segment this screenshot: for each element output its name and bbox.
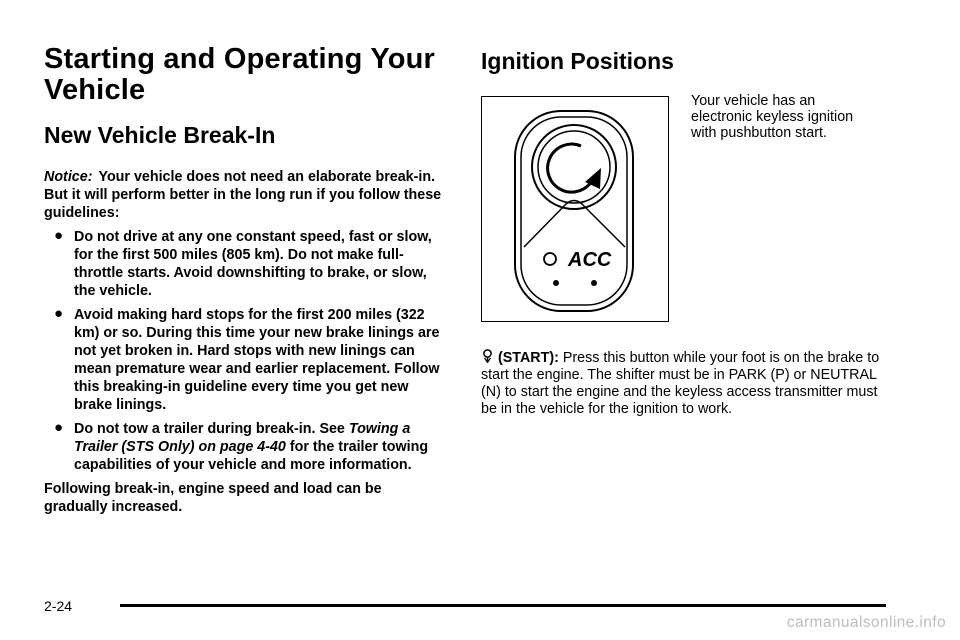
page-title: Starting and Operating Your Vehicle: [44, 43, 436, 106]
bullet-icon: ●: [54, 305, 64, 322]
list-item-text: Do not drive at any one constant speed, fast or slow, for the first 500 miles (805 km). Do not make full-throttle starts. Avoid downshifting to brake, or slow, the vehicle.: [74, 229, 432, 299]
acc-label: ACC: [568, 249, 612, 271]
notice-paragraph: [44, 168, 449, 222]
ignition-button-figure: [481, 96, 669, 322]
watermark: carmanualsonline.info: [786, 614, 946, 631]
ignition-intro-text: Your vehicle has an electronic keyless ignition with pushbutton start.: [691, 93, 854, 141]
key-start-icon: [481, 350, 498, 366]
left-column: [44, 44, 449, 516]
notice-text: Your vehicle does not need an elaborate break-in. But it will perform better in the long run if you follow these guidelines:: [44, 169, 442, 221]
list-item-text: Avoid making hard stops for the first 200 miles (322 km) or so. During this time your new brake linings are not yet broken in. Hard stops with new linings can mean premature wear and earlier replacement. Follow this breaking-in guideline every time you get new brake linings.: [74, 307, 440, 413]
cross-reference-link[interactable]: Towing a Trailer (STS Only) on page 4-40: [74, 421, 411, 455]
page-number: 2-24: [44, 598, 73, 614]
after-break-in-text: Following break-in, engine speed and load can be gradually increased.: [44, 481, 382, 515]
bullet-icon: ●: [54, 227, 64, 244]
guideline-list: [44, 228, 449, 474]
start-paragraph: [481, 349, 891, 418]
section-title-ignition: Ignition Positions: [481, 48, 674, 74]
ignition-button-illustration: [482, 97, 667, 320]
section-title-break-in: New Vehicle Break-In: [44, 122, 276, 148]
list-item-text: Do not tow a trailer during break-in. See: [74, 421, 345, 437]
start-text: Press this button while your foot is on the brake to start the engine. The shifter must be in PARK (P) or NEUTRAL (N) to start the engine and the keyless access transmitter must be in the vehicle for the ignition to work.: [481, 350, 880, 417]
list-item-text: for the trailer towing capabilities of your vehicle and more information.: [74, 439, 429, 473]
right-column: [481, 44, 921, 417]
list-item: [44, 228, 449, 300]
footer-divider: [120, 604, 886, 607]
list-item: [44, 306, 449, 414]
bullet-icon: ●: [54, 419, 64, 436]
start-label: (START):: [497, 350, 559, 366]
list-item: [44, 420, 449, 474]
notice-label: Notice:: [44, 169, 93, 185]
